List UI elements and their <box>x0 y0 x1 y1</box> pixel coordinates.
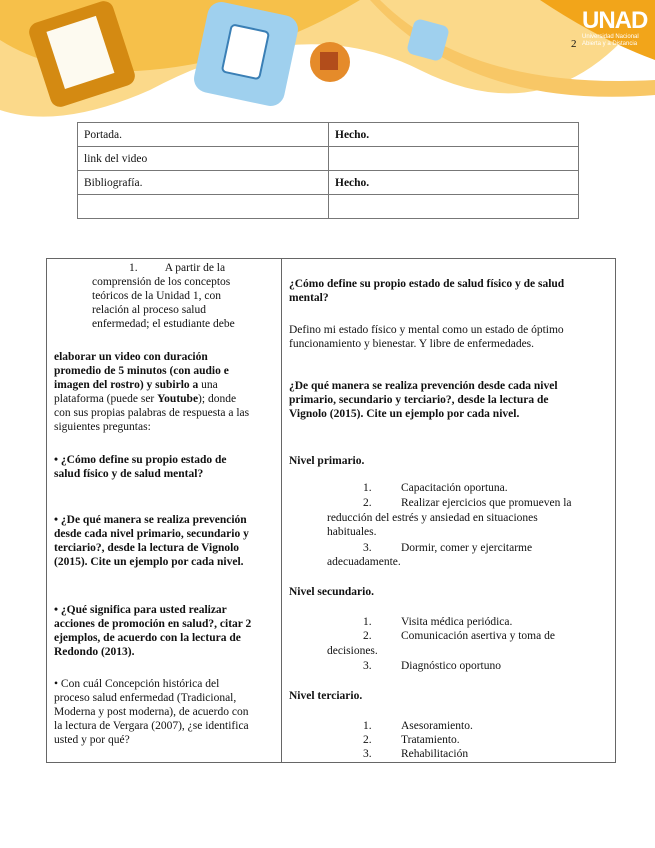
summary-table <box>77 122 579 219</box>
list-number: 2. <box>363 497 372 509</box>
list-item <box>363 481 508 495</box>
level-title: Nivel primario. <box>289 455 365 467</box>
task-bold: Youtube <box>157 393 199 405</box>
table-cell-status <box>329 195 579 219</box>
list-continuation: habituales. <box>327 526 377 538</box>
question-line: acciones de promoción en salud?, citar 2 <box>54 618 252 630</box>
intro-line: teóricos de la Unidad 1, con <box>92 290 222 302</box>
main-content-table <box>46 258 616 763</box>
logo-main: UNAD <box>582 7 648 34</box>
task-text: una <box>198 379 218 391</box>
list-number: 3. <box>363 748 372 760</box>
list-item <box>363 719 473 733</box>
unad-logo <box>582 8 652 48</box>
secondary-level-title <box>289 585 374 599</box>
table-cell-status <box>329 123 579 147</box>
question-line: • Con cuál Concepción histórica del <box>54 678 220 690</box>
answer-line: Defino mi estado físico y mental como un estado de óptimo <box>289 324 564 336</box>
question-line: • ¿De qué manera se realiza prevención <box>54 514 247 526</box>
level-title: Nivel secundario. <box>289 586 374 598</box>
left-question-1 <box>54 453 227 481</box>
task-line <box>54 378 218 392</box>
list-number: 3. <box>363 542 372 554</box>
list-text: Realizar ejercicios que promueven la <box>401 497 572 509</box>
logo-sub: Universidad Nacional Abierta y a Distancia <box>582 34 639 47</box>
question-line: salud físico y de salud mental? <box>54 468 204 480</box>
intro-line: comprensión de los conceptos <box>92 276 231 288</box>
table-cell-label: Bibliografía. <box>78 171 329 195</box>
intro-first-text: A partir de la <box>164 262 226 274</box>
table-row <box>78 195 579 219</box>
left-question-3 <box>54 603 251 659</box>
task-line: siguientes preguntas: <box>54 421 151 433</box>
question-line: Vignolo (2015). Cite un ejemplo por cada nivel. <box>289 408 520 420</box>
list-text: Capacitación oportuna. <box>401 482 508 494</box>
list-item <box>363 733 460 747</box>
level-title: Nivel terciario. <box>289 690 363 702</box>
intro-number: 1. <box>129 262 138 274</box>
list-item <box>363 615 512 629</box>
question-line: ¿Cómo define su propio estado de salud físico y de salud <box>289 278 565 290</box>
task-text: ); donde <box>198 393 237 405</box>
list-item <box>363 747 468 761</box>
list-item <box>363 629 555 643</box>
question-line: mental? <box>289 292 329 304</box>
table-row <box>78 171 579 195</box>
question-line: la lectura de Vergara (2007), ¿se identifica <box>54 720 249 732</box>
question-line: Moderna y post moderna), de acuerdo con <box>54 706 249 718</box>
tertiary-level-title <box>289 689 362 703</box>
table-cell-label: link del video <box>78 147 329 171</box>
left-question-4 <box>54 677 249 747</box>
right-question-2 <box>289 379 558 421</box>
list-number: 1. <box>363 616 372 628</box>
answer-1 <box>289 323 564 351</box>
list-text: Dormir, comer y ejercitarme <box>401 542 533 554</box>
task-bold: promedio de 5 minutos (con audio e <box>54 365 229 377</box>
status-text: Hecho. <box>335 128 370 141</box>
list-continuation: decisiones. <box>327 645 378 657</box>
list-text: Rehabilitación <box>401 748 469 760</box>
table-cell-label: Portada. <box>78 123 329 147</box>
question-line: desde cada nivel primario, secundario y <box>54 528 249 540</box>
question-line: • ¿Qué significa para usted realizar <box>54 604 227 616</box>
question-line: primario, secundario y terciario?, desde la lectura de <box>289 394 549 406</box>
answer-line: funcionamiento y bienestar. Y libre de enfermedades. <box>289 338 535 350</box>
table-cell-status <box>329 147 579 171</box>
header-banner <box>0 0 655 125</box>
intro-line: relación al proceso salud <box>92 304 206 316</box>
task-line <box>54 350 208 364</box>
task-bold: elaborar un video con duración <box>54 351 208 363</box>
task-text: plataforma (puede ser <box>54 393 158 405</box>
list-item <box>363 496 572 510</box>
status-text: Hecho. <box>335 176 370 189</box>
task-bold: imagen del rostro) y subirlo a <box>54 379 199 391</box>
question-line: proceso salud enfermedad (Tradicional, <box>54 692 237 704</box>
left-question-2 <box>54 513 249 569</box>
list-item <box>363 659 501 673</box>
question-line: ejemplos, de acuerdo con la lectura de <box>54 632 241 644</box>
list-text: Asesoramiento. <box>401 720 473 732</box>
intro-first-line <box>129 261 225 275</box>
task-line <box>54 364 229 378</box>
list-number: 1. <box>363 720 372 732</box>
list-number: 2. <box>363 630 372 642</box>
list-number: 3. <box>363 660 372 672</box>
list-text: Comunicación asertiva y toma de <box>401 630 555 642</box>
page-number: 2 <box>571 38 577 50</box>
list-number: 2. <box>363 734 372 746</box>
book-icon <box>320 52 338 70</box>
question-line: Redondo (2013). <box>54 646 135 658</box>
list-number: 1. <box>363 482 372 494</box>
right-question-1 <box>289 277 564 305</box>
task-line <box>54 392 236 406</box>
intro-line: enfermedad; el estudiante debe <box>92 318 235 330</box>
question-line: • ¿Cómo define su propio estado de <box>54 454 227 466</box>
table-row <box>78 147 579 171</box>
table-row <box>78 123 579 147</box>
list-item <box>363 541 532 555</box>
table-cell-status <box>329 171 579 195</box>
list-text: Visita médica periódica. <box>401 616 513 628</box>
question-line: terciario?, desde la lectura de Vignolo <box>54 542 240 554</box>
list-text: Tratamiento. <box>401 734 460 746</box>
list-continuation: reducción del estrés y ansiedad en situaciones <box>327 512 538 524</box>
question-line: ¿De qué manera se realiza prevención desde cada nivel <box>289 380 558 392</box>
task-line: con sus propias palabras de respuesta a las <box>54 407 250 419</box>
table-cell-label <box>78 195 329 219</box>
question-line: (2015). Cite un ejemplo por cada nivel. <box>54 556 244 568</box>
list-continuation: adecuadamente. <box>327 556 401 568</box>
question-line: usted y por qué? <box>54 734 130 746</box>
column-divider <box>281 259 282 762</box>
list-text: Diagnóstico oportuno <box>401 660 501 672</box>
primary-level-title <box>289 454 364 468</box>
